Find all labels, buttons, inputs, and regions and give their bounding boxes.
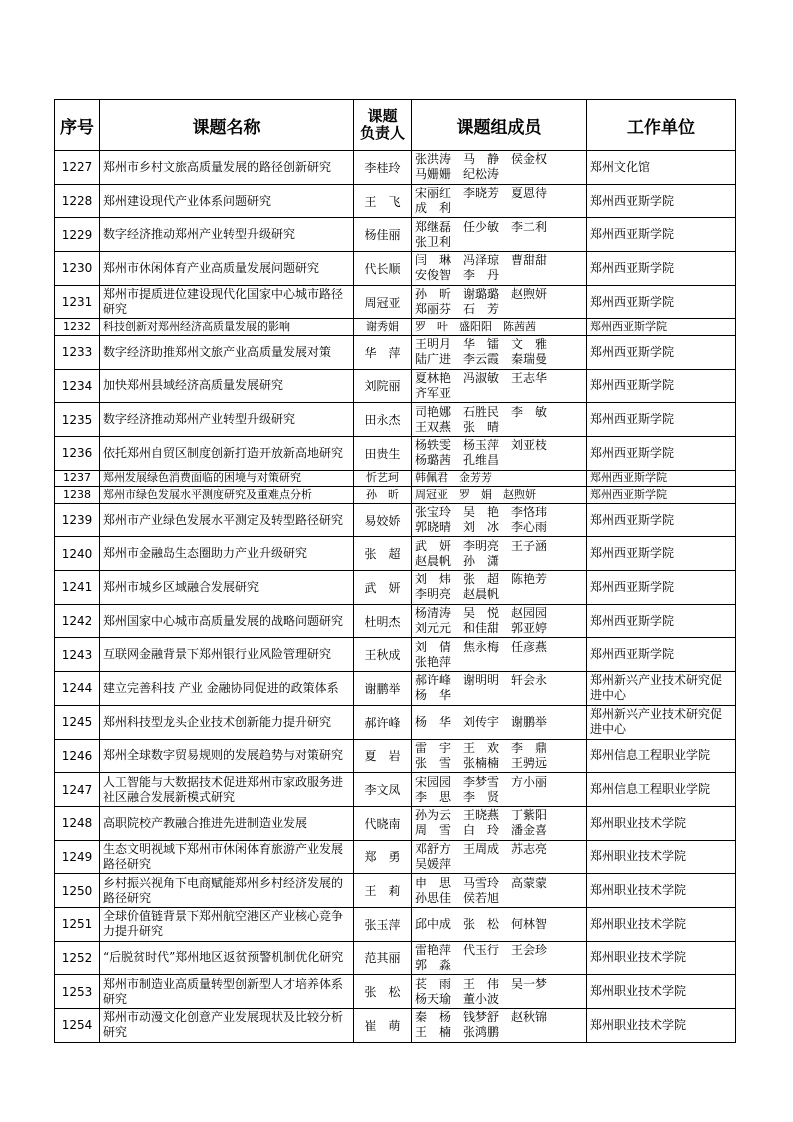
- table-row: [55, 184, 736, 218]
- table-row: [55, 941, 736, 975]
- topic-title: 郑州市制造业高质量转型创新型人才培养体系研究: [100, 975, 354, 1009]
- topic-title: 人工智能与大数据技术促进郑州市家政服务进社区融合发展新模式研究: [100, 773, 354, 807]
- research-topics-table: [54, 99, 736, 1043]
- table-row: [55, 571, 736, 605]
- work-unit: 郑州西亚斯学院: [587, 470, 736, 487]
- topic-title: 依托郑州自贸区制度创新打造开放新高地研究: [100, 437, 354, 471]
- team-members: 郝许峰 谢明明 轩会永 杨 华: [412, 672, 587, 706]
- row-number: 1250: [55, 874, 100, 908]
- team-members: 申 思 马雪玲 高蒙蒙 孙思佳 侯若旭: [412, 874, 587, 908]
- team-members: 邱中成 张 松 何林智: [412, 907, 587, 941]
- topic-title: 郑州市提质进位建设现代化国家中心城市路径研究: [100, 285, 354, 319]
- topic-title: 生态文明视域下郑州市休闲体育旅游产业发展路径研究: [100, 840, 354, 874]
- topic-leader: 田贵生: [354, 437, 412, 471]
- table-row: [55, 672, 736, 706]
- topic-leader: 田永杰: [354, 403, 412, 437]
- topic-title: 郑州市乡村文旅高质量发展的路径创新研究: [100, 151, 354, 185]
- team-members: 孙为云 王晓燕 丁紫阳 周 雪 白 玲 潘金喜: [412, 806, 587, 840]
- topic-leader: 忻艺珂: [354, 470, 412, 487]
- table-row: [55, 773, 736, 807]
- topic-leader: 郑 勇: [354, 840, 412, 874]
- topic-title: 郑州市休闲体育产业高质量发展问题研究: [100, 252, 354, 286]
- team-members: 张宝玲 吴 艳 李恪玮 郭晓晴 刘 冰 李心雨: [412, 503, 587, 537]
- team-members: 王明月 华 镭 文 雅 陆广进 李云霞 秦瑞曼: [412, 335, 587, 369]
- row-number: 1248: [55, 806, 100, 840]
- table-row: [55, 470, 736, 487]
- topic-title: 科技创新对郑州经济高质量发展的影响: [100, 319, 354, 336]
- header-org: 工作单位: [587, 100, 736, 151]
- row-number: 1252: [55, 941, 100, 975]
- work-unit: 郑州西亚斯学院: [587, 403, 736, 437]
- topic-leader: 夏 岩: [354, 739, 412, 773]
- work-unit: 郑州西亚斯学院: [587, 218, 736, 252]
- table-header-row: [55, 100, 736, 151]
- topic-leader: 张 松: [354, 975, 412, 1009]
- team-members: 刘 倩 焦永梅 任彦燕 张艳萍: [412, 638, 587, 672]
- topic-leader: 崔 萌: [354, 1009, 412, 1043]
- work-unit: 郑州职业技术学院: [587, 840, 736, 874]
- topic-title: 建立完善科技 产业 金融协同促进的政策体系: [100, 672, 354, 706]
- team-members: 韩佩君 金芳芳: [412, 470, 587, 487]
- row-number: 1241: [55, 571, 100, 605]
- topic-leader: 谢鹏举: [354, 672, 412, 706]
- team-members: 邓舒方 王周成 苏志亮 吴媛萍: [412, 840, 587, 874]
- row-number: 1227: [55, 151, 100, 185]
- row-number: 1239: [55, 503, 100, 537]
- row-number: 1244: [55, 672, 100, 706]
- table-row: [55, 604, 736, 638]
- row-number: 1251: [55, 907, 100, 941]
- row-number: 1230: [55, 252, 100, 286]
- table-row: [55, 638, 736, 672]
- row-number: 1243: [55, 638, 100, 672]
- topic-leader: 范其丽: [354, 941, 412, 975]
- row-number: 1253: [55, 975, 100, 1009]
- work-unit: 郑州新兴产业技术研究促进中心: [587, 705, 736, 739]
- topic-leader: 李桂玲: [354, 151, 412, 185]
- team-members: 杨清涛 吴 悦 赵园园 刘元元 和佳甜 郭亚婷: [412, 604, 587, 638]
- team-members: 周冠亚 罗 娟 赵煦妍: [412, 487, 587, 504]
- topic-leader: 王 飞: [354, 184, 412, 218]
- row-number: 1249: [55, 840, 100, 874]
- team-members: 秦 杨 钱梦舒 赵秋锦 王 楠 张鸿鹏: [412, 1009, 587, 1043]
- row-number: 1234: [55, 369, 100, 403]
- topic-leader: 孙 昕: [354, 487, 412, 504]
- topic-title: 加快郑州县域经济高质量发展研究: [100, 369, 354, 403]
- row-number: 1254: [55, 1009, 100, 1043]
- table-row: [55, 403, 736, 437]
- table-row: [55, 218, 736, 252]
- topic-leader: 郝许峰: [354, 705, 412, 739]
- work-unit: 郑州西亚斯学院: [587, 571, 736, 605]
- topic-leader: 王 莉: [354, 874, 412, 908]
- table-row: [55, 705, 736, 739]
- topic-title: 乡村振兴视角下电商赋能郑州乡村经济发展的路径研究: [100, 874, 354, 908]
- table-row: [55, 739, 736, 773]
- table-row: [55, 252, 736, 286]
- work-unit: 郑州西亚斯学院: [587, 285, 736, 319]
- topic-title: 郑州市城乡区域融合发展研究: [100, 571, 354, 605]
- team-members: 孙 昕 谢璐璐 赵煦妍 郑丽芬 石 芳: [412, 285, 587, 319]
- row-number: 1233: [55, 335, 100, 369]
- table-row: [55, 840, 736, 874]
- row-number: 1235: [55, 403, 100, 437]
- topic-title: 郑州市产业绿色发展水平测定及转型路径研究: [100, 503, 354, 537]
- team-members: 司艳娜 石胜民 李 敏 王双燕 张 晴: [412, 403, 587, 437]
- table-row: [55, 335, 736, 369]
- work-unit: 郑州西亚斯学院: [587, 537, 736, 571]
- team-members: 雷 宇 王 欢 李 鼎 张 雪 张楠楠 王骋远: [412, 739, 587, 773]
- work-unit: 郑州信息工程职业学院: [587, 773, 736, 807]
- row-number: 1246: [55, 739, 100, 773]
- row-number: 1228: [55, 184, 100, 218]
- team-members: 宋丽红 李晓芳 夏恩待 成 利: [412, 184, 587, 218]
- work-unit: 郑州西亚斯学院: [587, 604, 736, 638]
- topic-leader: 王秋成: [354, 638, 412, 672]
- header-title: 课题名称: [100, 100, 354, 151]
- table-row: [55, 503, 736, 537]
- topic-title: 数字经济推动郑州产业转型升级研究: [100, 218, 354, 252]
- team-members: 闫 琳 冯泽琼 曹甜甜 安俊智 李 丹: [412, 252, 587, 286]
- topic-title: 郑州市金融岛生态圈助力产业升级研究: [100, 537, 354, 571]
- work-unit: 郑州西亚斯学院: [587, 437, 736, 471]
- work-unit: 郑州西亚斯学院: [587, 252, 736, 286]
- work-unit: 郑州西亚斯学院: [587, 369, 736, 403]
- topic-leader: 张玉萍: [354, 907, 412, 941]
- team-members: 夏林艳 冯淑敏 王志华 齐军亚: [412, 369, 587, 403]
- topic-title: 互联网金融背景下郑州银行业风险管理研究: [100, 638, 354, 672]
- topic-title: 郑州科技型龙头企业技术创新能力提升研究: [100, 705, 354, 739]
- topic-leader: 华 萍: [354, 335, 412, 369]
- work-unit: 郑州西亚斯学院: [587, 503, 736, 537]
- table-row: [55, 874, 736, 908]
- work-unit: 郑州职业技术学院: [587, 941, 736, 975]
- work-unit: 郑州西亚斯学院: [587, 319, 736, 336]
- topic-leader: 代长顺: [354, 252, 412, 286]
- topic-title: 郑州发展绿色消费面临的困境与对策研究: [100, 470, 354, 487]
- work-unit: 郑州职业技术学院: [587, 806, 736, 840]
- topic-title: 郑州市绿色发展水平测度研究及重难点分析: [100, 487, 354, 504]
- team-members: 杨轶雯 杨玉萍 刘亚枝 杨璐茜 孔维昌: [412, 437, 587, 471]
- table-row: [55, 487, 736, 504]
- table-row: [55, 285, 736, 319]
- team-members: 宋园园 李梦雪 方小丽 李 思 李 贤: [412, 773, 587, 807]
- table-row: [55, 1009, 736, 1043]
- header-num: 序号: [55, 100, 100, 151]
- table-row: [55, 369, 736, 403]
- row-number: 1229: [55, 218, 100, 252]
- topic-leader: 谢秀娟: [354, 319, 412, 336]
- topic-leader: 杜明杰: [354, 604, 412, 638]
- topic-leader: 张 超: [354, 537, 412, 571]
- topic-leader: 武 妍: [354, 571, 412, 605]
- row-number: 1237: [55, 470, 100, 487]
- topic-title: 数字经济助推郑州文旅产业高质量发展对策: [100, 335, 354, 369]
- topic-title: “后脱贫时代”郑州地区返贫预警机制优化研究: [100, 941, 354, 975]
- topic-leader: 易姣娇: [354, 503, 412, 537]
- team-members: 刘 炜 张 超 陈艳芳 李明亮 赵晨帆: [412, 571, 587, 605]
- team-members: 雷艳萍 代玉行 王会珍 郭 淼: [412, 941, 587, 975]
- work-unit: 郑州职业技术学院: [587, 907, 736, 941]
- topic-leader: 周冠亚: [354, 285, 412, 319]
- table-body: [55, 151, 736, 1043]
- table-row: [55, 537, 736, 571]
- topic-title: 全球价值链背景下郑州航空港区产业核心竞争力提升研究: [100, 907, 354, 941]
- work-unit: 郑州西亚斯学院: [587, 184, 736, 218]
- work-unit: 郑州西亚斯学院: [587, 335, 736, 369]
- work-unit: 郑州文化馆: [587, 151, 736, 185]
- topic-title: 郑州国家中心城市高质量发展的战略问题研究: [100, 604, 354, 638]
- row-number: 1236: [55, 437, 100, 471]
- table-row: [55, 437, 736, 471]
- row-number: 1245: [55, 705, 100, 739]
- table-row: [55, 806, 736, 840]
- team-members: 张洪涛 马 静 侯金权 马姗姗 纪松涛: [412, 151, 587, 185]
- work-unit: 郑州职业技术学院: [587, 874, 736, 908]
- row-number: 1240: [55, 537, 100, 571]
- topic-title: 高职院校产教融合推进先进制造业发展: [100, 806, 354, 840]
- work-unit: 郑州西亚斯学院: [587, 638, 736, 672]
- header-members: 课题组成员: [412, 100, 587, 151]
- team-members: 郑继磊 任少敏 李二利 张卫利: [412, 218, 587, 252]
- row-number: 1232: [55, 319, 100, 336]
- team-members: 杨 华 刘传宇 谢鹏举: [412, 705, 587, 739]
- topic-title: 郑州建设现代产业体系问题研究: [100, 184, 354, 218]
- row-number: 1247: [55, 773, 100, 807]
- topic-leader: 刘院丽: [354, 369, 412, 403]
- table-row: [55, 975, 736, 1009]
- row-number: 1242: [55, 604, 100, 638]
- topic-leader: 杨佳丽: [354, 218, 412, 252]
- topic-title: 数字经济推动郑州产业转型升级研究: [100, 403, 354, 437]
- team-members: 武 妍 李明亮 王子涵 赵晨帆 孙 潇: [412, 537, 587, 571]
- work-unit: 郑州职业技术学院: [587, 975, 736, 1009]
- header-leader: 课题 负责人: [354, 100, 412, 151]
- table-row: [55, 319, 736, 336]
- team-members: 罗 叶 盛阳阳 陈茜茜: [412, 319, 587, 336]
- table-row: [55, 151, 736, 185]
- topic-title: 郑州全球数字贸易规则的发展趋势与对策研究: [100, 739, 354, 773]
- topic-title: 郑州市动漫文化创意产业发展现状及比较分析研究: [100, 1009, 354, 1043]
- topic-leader: 代晓南: [354, 806, 412, 840]
- work-unit: 郑州信息工程职业学院: [587, 739, 736, 773]
- table-row: [55, 907, 736, 941]
- work-unit: 郑州西亚斯学院: [587, 487, 736, 504]
- row-number: 1231: [55, 285, 100, 319]
- work-unit: 郑州职业技术学院: [587, 1009, 736, 1043]
- topic-leader: 李文凤: [354, 773, 412, 807]
- work-unit: 郑州新兴产业技术研究促进中心: [587, 672, 736, 706]
- team-members: 苌 雨 王 伟 吴一梦 杨天瑜 董小波: [412, 975, 587, 1009]
- row-number: 1238: [55, 487, 100, 504]
